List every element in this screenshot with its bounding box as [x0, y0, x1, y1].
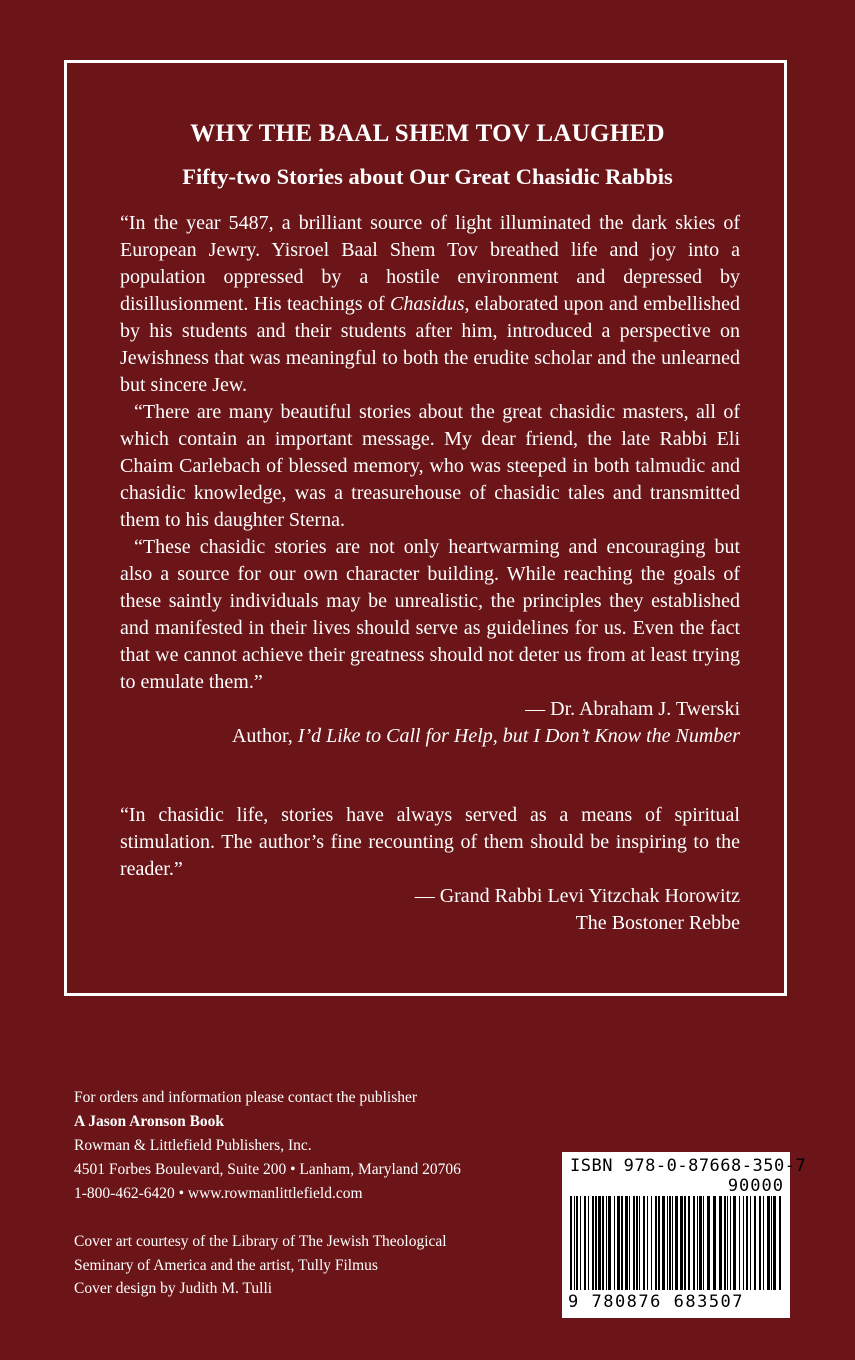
endorsement-horowitz — [120, 802, 740, 937]
publisher-info — [74, 1086, 544, 1206]
barcode-bar — [570, 1196, 572, 1290]
publisher-contact-line: For orders and information please contact the publisher — [74, 1089, 418, 1106]
barcode-bar — [733, 1196, 736, 1290]
barcode-bar — [633, 1196, 635, 1290]
barcode-bar — [614, 1196, 615, 1290]
quote2-text: “In chasidic life, stories have always served as a means of spiritual stimulation. The author’s fine recounting of them should be inspiring to the reader.” — [120, 804, 740, 880]
barcode-bar — [699, 1196, 702, 1290]
publisher-name: Rowman & Littlefield Publishers, Inc. — [74, 1137, 312, 1154]
barcode-bar — [763, 1196, 764, 1290]
barcode-bar — [629, 1196, 630, 1290]
barcode-bar — [739, 1196, 740, 1290]
barcode-bar — [639, 1196, 640, 1290]
barcode-bar — [675, 1196, 678, 1290]
barcode-bar — [658, 1196, 660, 1290]
barcode-bar — [584, 1196, 586, 1290]
barcode-bar — [592, 1196, 594, 1290]
barcode-bar — [643, 1196, 645, 1290]
barcode-bar — [773, 1196, 776, 1290]
barcode-bar — [606, 1196, 607, 1290]
barcode-bar — [754, 1196, 756, 1290]
barcode-bar — [636, 1196, 638, 1290]
barcode-bar — [707, 1196, 710, 1290]
barcode-bar — [588, 1196, 589, 1290]
barcode-bars — [568, 1196, 784, 1290]
barcode-bar — [651, 1196, 652, 1290]
barcode-bar — [617, 1196, 620, 1290]
barcode-bar — [667, 1196, 668, 1290]
barcode-bar — [771, 1196, 772, 1290]
barcode-bar — [697, 1196, 698, 1290]
barcode-digits: 9 780876 683507 — [568, 1292, 745, 1312]
isbn-barcode — [562, 1152, 807, 1318]
barcode-bar — [693, 1196, 695, 1290]
barcode-bar — [576, 1196, 578, 1290]
barcode-bar — [595, 1196, 597, 1290]
book-title: WHY THE BAAL SHEM TOV LAUGHED — [190, 120, 665, 147]
isbn-label: ISBN 978-0-87668-350-7 — [570, 1156, 807, 1176]
quote1-work: Author, I’d Like to Call for Help, but I Don’t Know the Number — [231, 725, 740, 747]
barcode-bar — [608, 1196, 611, 1290]
barcode-bar — [625, 1196, 628, 1290]
barcode-bar — [779, 1196, 781, 1290]
barcode-bar — [598, 1196, 601, 1290]
barcode-bar — [647, 1196, 648, 1290]
barcode-bar — [750, 1196, 751, 1290]
credits-line-3: Cover design by Judith M. Tulli — [74, 1280, 273, 1297]
barcode-bar — [669, 1196, 671, 1290]
quote2-byline: — Grand Rabbi Levi Yitzchak Horowitz — [414, 885, 740, 907]
quote1-attribution — [120, 696, 740, 750]
barcode-bar — [688, 1196, 690, 1290]
quote1-byline: — Dr. Abraham J. Twerski — [525, 698, 740, 720]
publisher-address: 4501 Forbes Boulevard, Suite 200 • Lanham, Maryland 20706 — [74, 1161, 461, 1178]
barcode-bar — [672, 1196, 673, 1290]
barcode-bar — [730, 1196, 731, 1290]
barcode-bar — [574, 1196, 575, 1290]
barcode-bar — [713, 1196, 716, 1290]
barcode-bar — [759, 1196, 761, 1290]
quote1-paragraph-3: “These chasidic stories are not only heartwarming and encouraging but also a source for our own character building. While reaching the goals of these saintly individuals may be unrealistic, the principles they established and manifested in their lives should serve as guidelines for us. Even the fact that we cannot achieve their greatness should not deter us from at least trying to emulate them.” — [120, 536, 740, 693]
barcode-bar — [703, 1196, 704, 1290]
quote2-attribution — [120, 883, 740, 937]
barcode-bar — [662, 1196, 665, 1290]
barcode-bar — [746, 1196, 748, 1290]
quote1-paragraph-1: “In the year 5487, a brilliant source of light illuminated the dark skies of European Jewry. Yisroel Baal Shem Tov breathed life and joy into a population oppressed by a hostile environment and depressed by disillusionment. His teachings of Chasidus, elaborated upon and embellished by his students and their students after him, introduced a perspective on Jewishness that was meaningful to both the erudite scholar and the unlearned but sincere Jew. — [120, 212, 740, 396]
book-subtitle: Fifty-two Stories about Our Great Chasidic Rabbis — [182, 164, 673, 189]
quote1-paragraph-2: “There are many beautiful stories about the great chasidic masters, all of which contain an important message. My dear friend, the late Rabbi Eli Chaim Carlebach of blessed memory, who was steeped in both talmudic and chasidic knowledge, was a treasurehouse of chasidic tales and transmitted them to his daughter Sterna. — [120, 401, 740, 531]
barcode-bar — [724, 1196, 726, 1290]
barcode-bar — [602, 1196, 604, 1290]
cover-credits — [74, 1230, 544, 1301]
chasidus-italic: Chasidus — [390, 293, 465, 315]
endorsement-twerski — [120, 210, 740, 750]
publisher-imprint: A Jason Aronson Book — [74, 1113, 225, 1130]
barcode-bar — [621, 1196, 623, 1290]
publisher-phone-web: 1-800-462-6420 • www.rowmanlittlefield.com — [74, 1185, 363, 1202]
barcode-bar — [743, 1196, 744, 1290]
barcode-bar — [684, 1196, 686, 1290]
barcode-bar — [655, 1196, 657, 1290]
barcode-bar — [719, 1196, 722, 1290]
quote2-role: The Bostoner Rebbe — [575, 912, 740, 934]
barcode-bar — [680, 1196, 683, 1290]
barcode-bar — [767, 1196, 770, 1290]
barcode-bar — [727, 1196, 728, 1290]
credits-line-2: Seminary of America and the artist, Tully Filmus — [74, 1256, 378, 1274]
price-code: 90000 — [727, 1176, 784, 1196]
barcode-bar — [580, 1196, 581, 1290]
credits-line-1: Cover art courtesy of the Library of The Jewish Theological — [74, 1233, 447, 1250]
